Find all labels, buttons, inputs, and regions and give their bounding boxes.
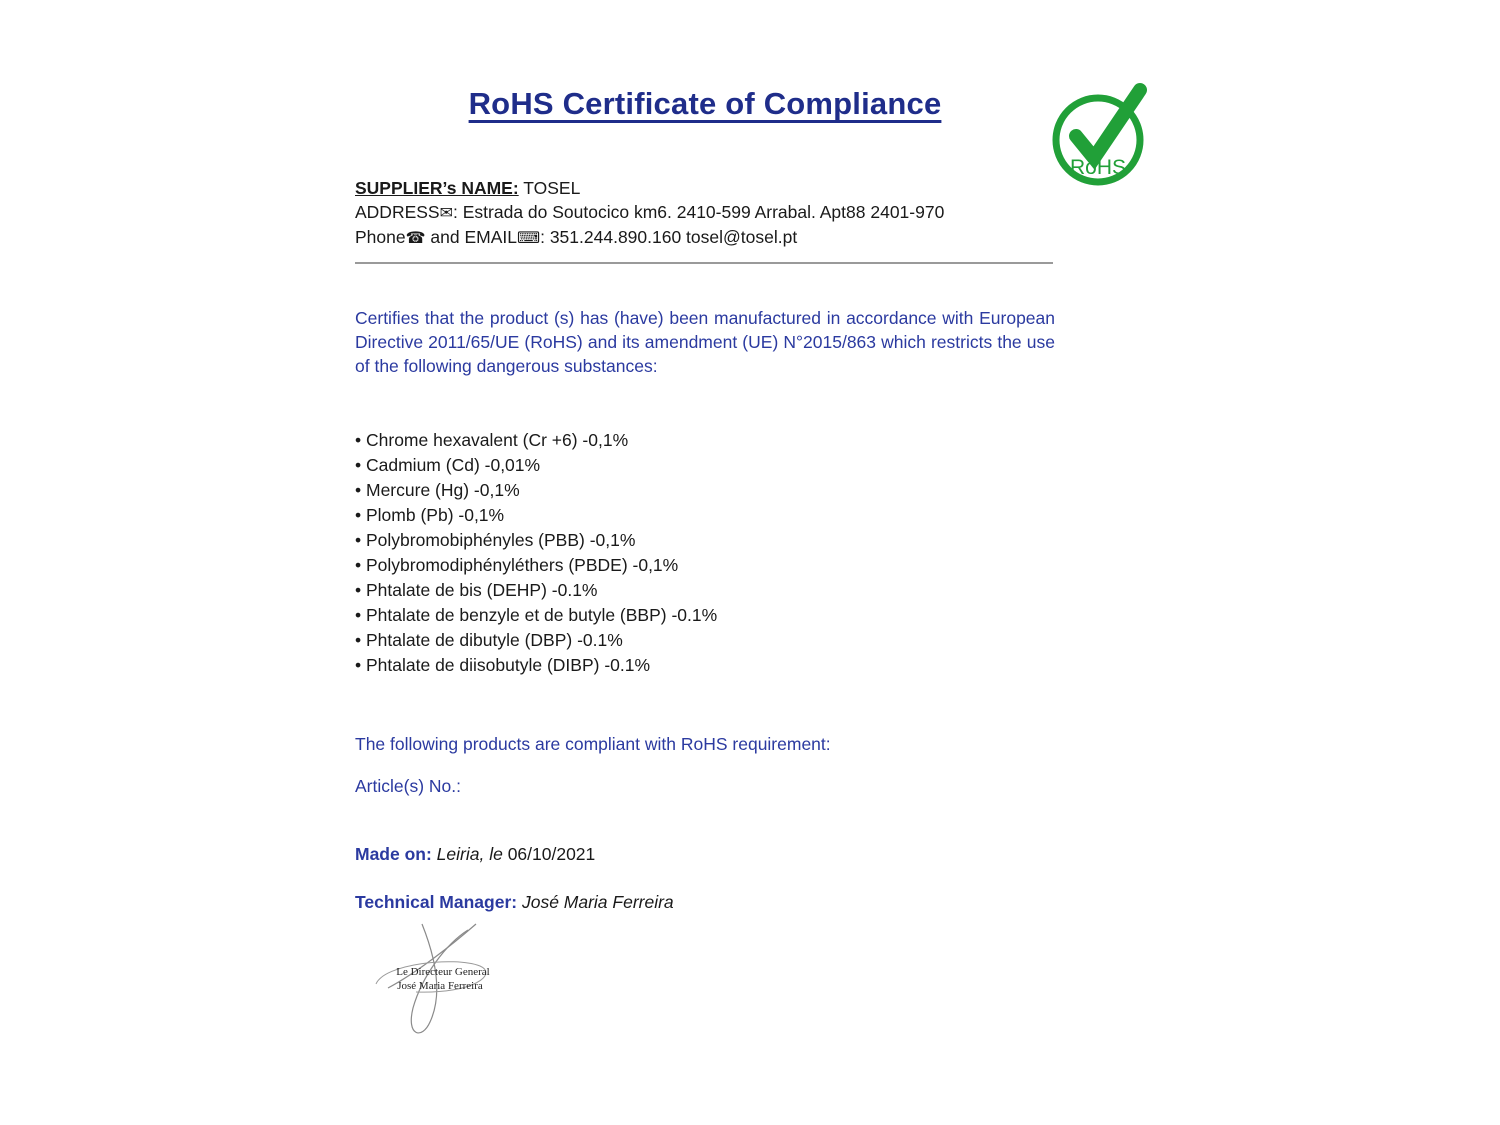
signature-graphic (358, 922, 533, 1047)
compliance-statement: The following products are compliant with RoHS requirement: (355, 734, 831, 754)
signature-line2: José Maria Ferreira (397, 980, 483, 992)
supplier-contact-line (355, 225, 1055, 250)
rohs-logo (1050, 82, 1150, 190)
computer-icon: ⌨ (517, 228, 541, 247)
substance-item: • Phtalate de dibutyle (DBP) -0.1% (355, 628, 1055, 653)
logo-label: RoHS (1069, 156, 1127, 179)
contact-value: : 351.244.890.160 tosel@tosel.pt (540, 227, 798, 247)
substance-item: • Plomb (Pb) -0,1% (355, 503, 1055, 528)
article-number-line: Article(s) No.: (355, 776, 461, 796)
technical-manager-label: Technical Manager: (355, 892, 518, 912)
supplier-name-value: TOSEL (518, 178, 581, 198)
made-on-label: Made on: (355, 844, 432, 864)
made-on-place: Leiria, le (431, 844, 508, 864)
supplier-name-line (355, 176, 1055, 200)
supplier-block (355, 176, 1055, 250)
address-value: : Estrada do Soutocico km6. 2410-599 Arrabal. Apt88 2401-970 (453, 202, 945, 222)
envelope-icon: ✉ (439, 203, 454, 222)
technical-manager-name: José Maria Ferreira (517, 892, 674, 912)
page-title: RoHS Certificate of Compliance (468, 86, 942, 121)
phone-icon: ☎ (405, 228, 426, 247)
substance-item: • Chrome hexavalent (Cr +6) -0,1% (355, 428, 1055, 453)
technical-manager-line (355, 892, 1055, 913)
signature-block (358, 922, 533, 1047)
signature-line1: Le Directeur General (396, 966, 490, 978)
email-label: and EMAIL (425, 227, 517, 247)
made-on-date: 06/10/2021 (507, 844, 596, 864)
substance-item: • Cadmium (Cd) -0,01% (355, 453, 1055, 478)
substance-item: • Phtalate de bis (DEHP) -0.1% (355, 578, 1055, 603)
certification-paragraph: Certifies that the product (s) has (have) been manufactured in accordance with European Directive 2011/65/UE (RoHS) and its amendment (UE) N°2015/863 which restricts the use of the following dangerous substances: (355, 308, 1055, 376)
phone-label: Phone (355, 227, 406, 247)
substance-item: • Polybromobiphényles (PBB) -0,1% (355, 528, 1055, 553)
signature-loop (411, 924, 468, 1033)
substance-item: • Phtalate de diisobutyle (DIBP) -0.1% (355, 653, 1055, 678)
supplier-name-label: SUPPLIER’s NAME: (355, 178, 519, 198)
substance-item: • Mercure (Hg) -0,1% (355, 478, 1055, 503)
substance-item: • Phtalate de benzyle et de butyle (BBP) -0.1% (355, 603, 1055, 628)
header-divider (355, 262, 1053, 264)
address-label: ADDRESS (355, 202, 440, 222)
substances-list (355, 428, 1055, 678)
made-on-line (355, 844, 1055, 865)
title-row (355, 86, 1055, 122)
substance-item: • Polybromodiphényléthers (PBDE) -0,1% (355, 553, 1055, 578)
supplier-address-line (355, 200, 1055, 225)
rohs-logo-graphic (1050, 82, 1150, 190)
